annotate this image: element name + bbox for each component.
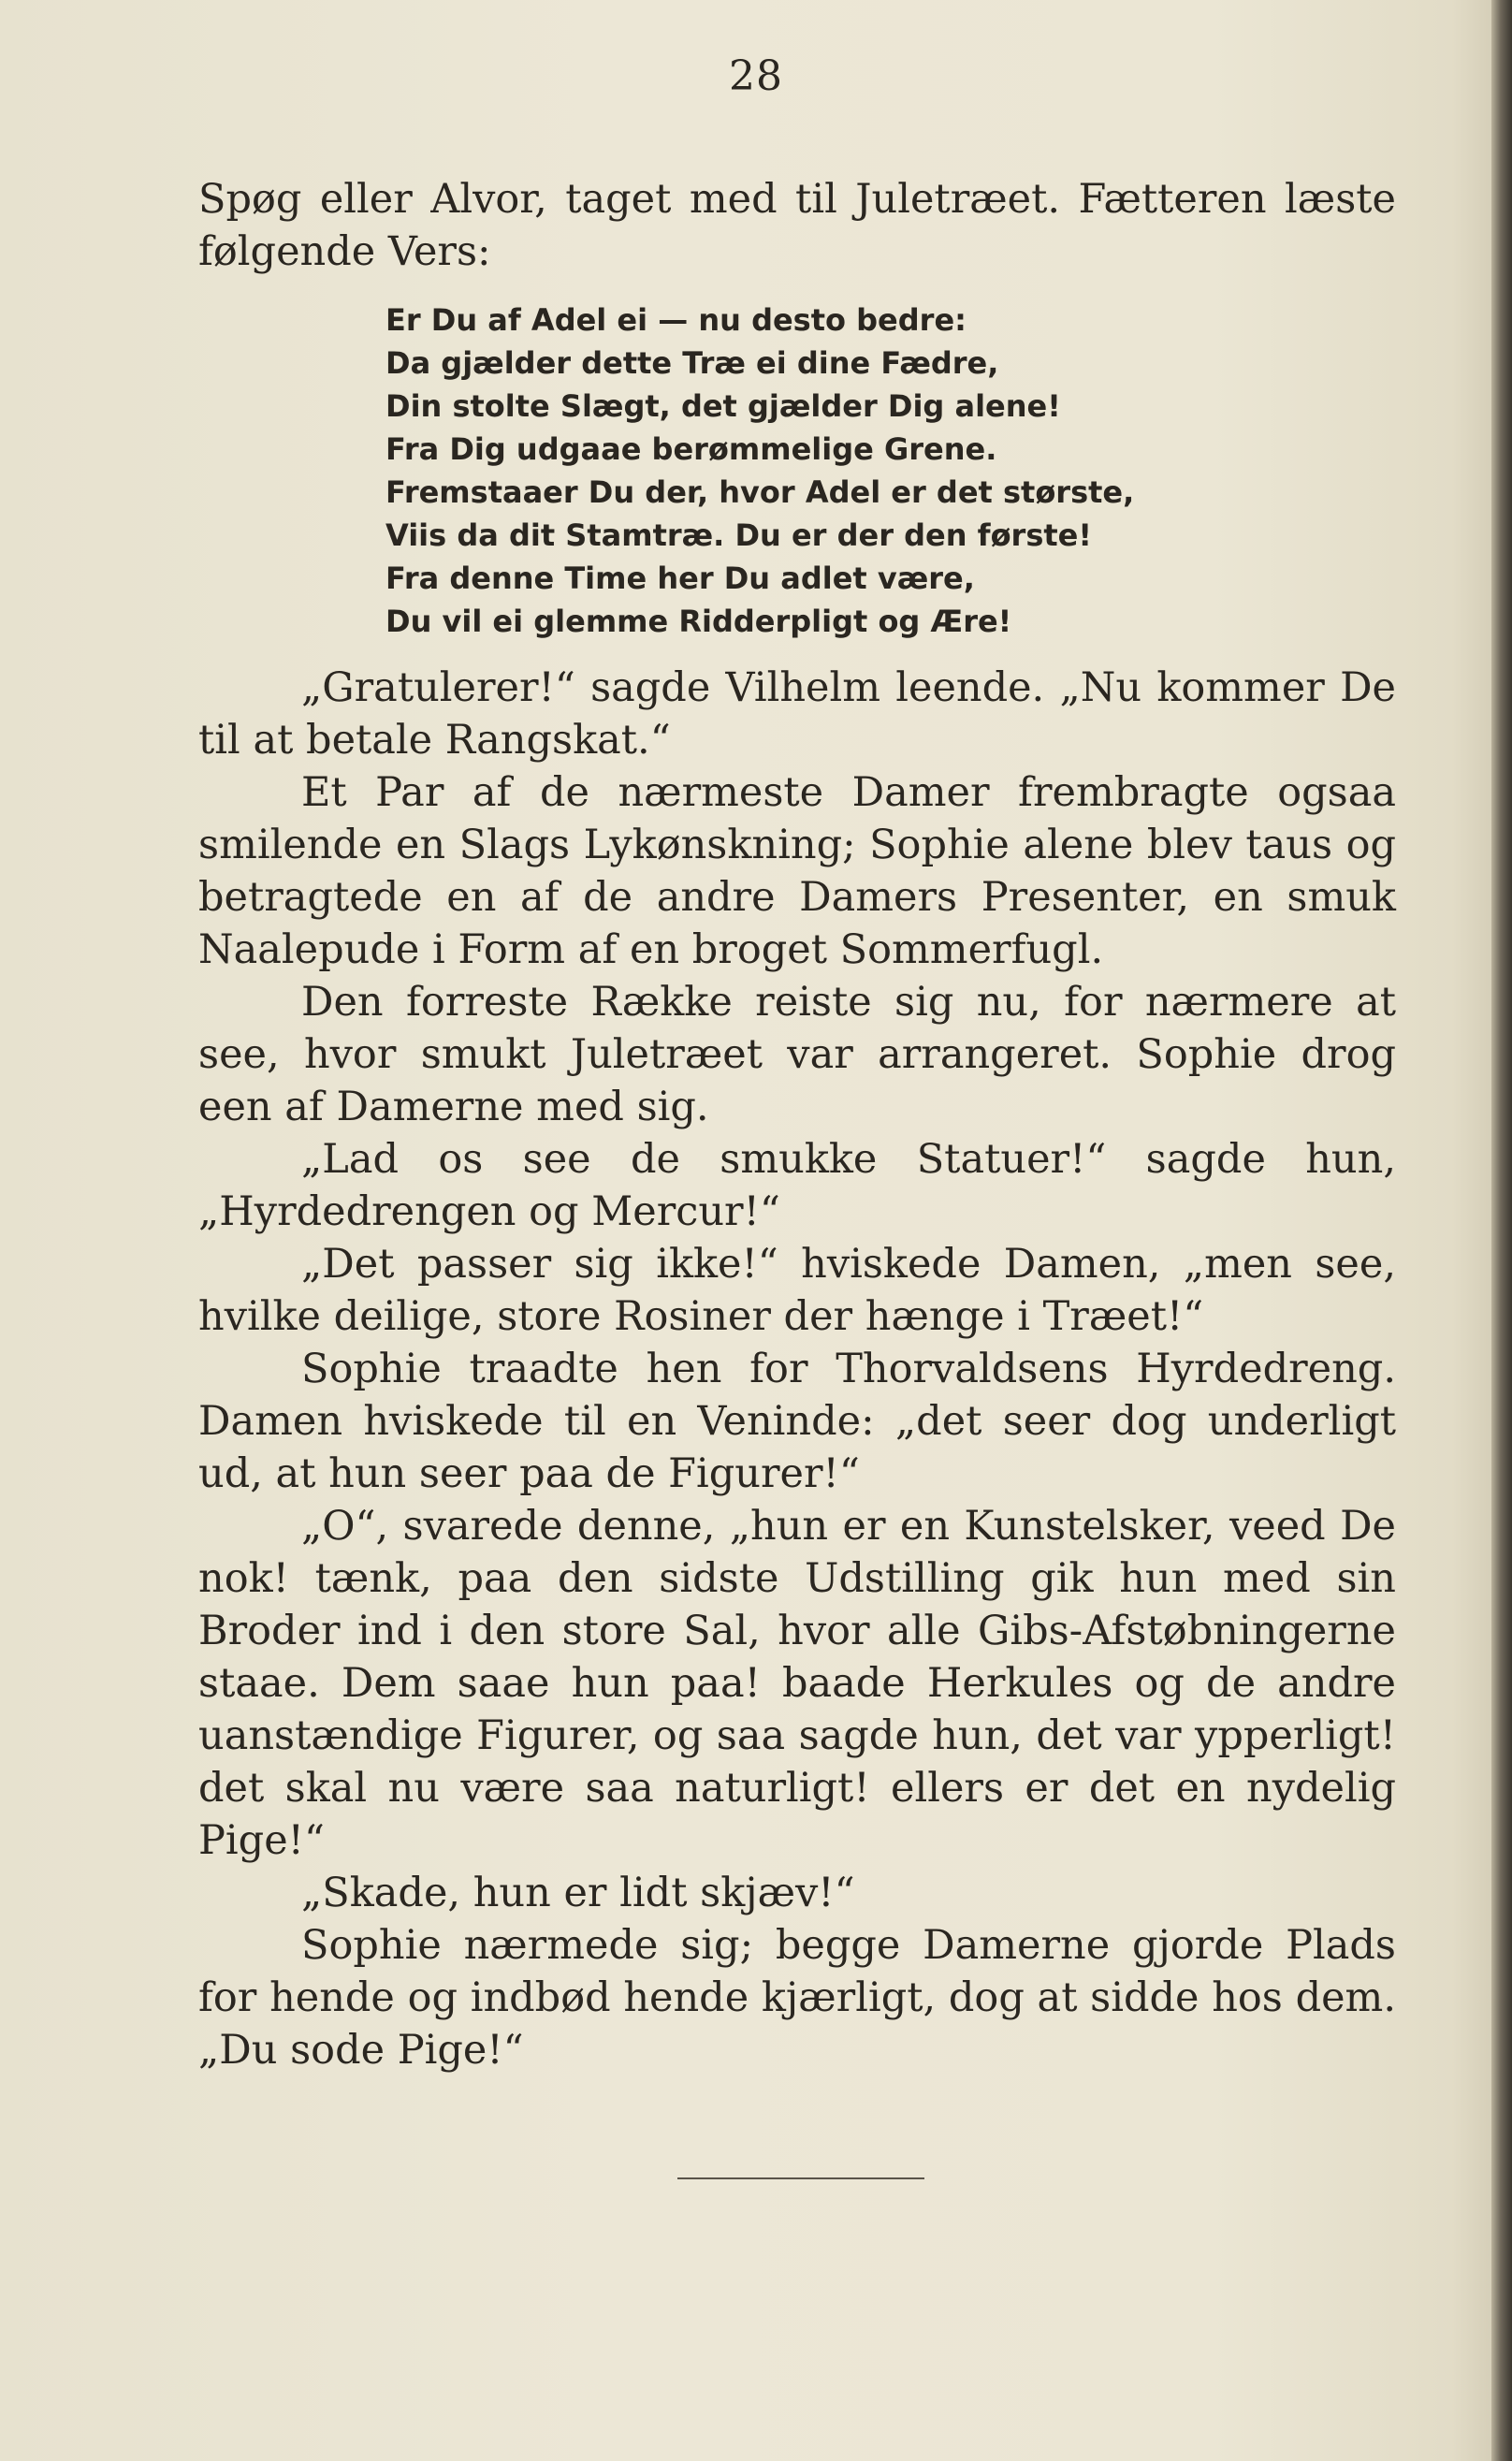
intro-paragraph: Spøg eller Alvor, taget med til Juletræet. Fætteren læste følgende Vers: [198,176,1396,275]
paragraph: Sophie traadte hen for Thorvaldsens Hyrdedreng. Damen hviskede til en Veninde: „det seer dog underligt ud, at hun seer paa de Figurer!“ [198,1346,1396,1497]
paragraph: Den forreste Række reiste sig nu, for nærmere at see, hvor smukt Juletræet var arrangeret. Sophie drog een af Damerne med sig. [198,979,1396,1130]
verse-line: Fremstaaer Du der, hvor Adel er det største, [385,474,1135,510]
section-end-rule [677,2177,924,2179]
paragraph: „Det passer sig ikke!“ hviskede Damen, „men see, hvilke deilige, store Rosiner der hænge i Træet!“ [198,1241,1396,1340]
page-binding-edge [1491,0,1512,2461]
verse-block [385,299,1396,643]
paragraph: „Lad os see de smukke Statuer!“ sagde hun, „Hyrdedrengen og Mercur!“ [198,1136,1396,1235]
paragraph: „Gratulerer!“ sagde Vilhelm leende. „Nu kommer De til at betale Rangskat.“ [198,664,1396,764]
verse-line: Da gjælder dette Træ ei dine Fædre, [385,345,999,381]
paragraph: Sophie nærmede sig; begge Damerne gjorde Plads for hende og indbød hende kjærligt, dog at sidde hos dem. „Du sode Pige!“ [198,1922,1396,2074]
page-number: 28 [729,52,783,100]
verse-line: Din stolte Slægt, det gjælder Dig alene! [385,388,1061,424]
verse-line: Viis da dit Stamtræ. Du er der den første! [385,517,1092,553]
verse-line: Fra denne Time her Du adlet være, [385,561,975,596]
paragraph: „Skade, hun er lidt skjæv!“ [301,1870,855,1916]
paragraph: „O“, svarede denne, „hun er en Kunstelsker, veed De nok! tænk, paa den sidste Udstilling gik hun med sin Broder ind i den store Sal, hvor alle Gibs-Afstøbningerne staae. Dem saae hun paa! baade Herkules og de andre uanstændige Figurer, og saa sagde hun, det var ypperligt! det skal nu være saa naturligt! ellers er det en nydelig Pige!“ [198,1503,1396,1864]
verse-line: Du vil ei glemme Ridderpligt og Ære! [385,604,1012,639]
paragraph: Et Par af de nærmeste Damer frembragte ogsaa smilende en Slags Lykønskning; Sophie alene blev taus og betragtede en af de andre Damers Presenter, en smuk Naalepude i Form af en broget Sommerfugl. [198,769,1396,973]
verse-line: Fra Dig udgaae berømmelige Grene. [385,431,997,467]
verse-line: Er Du af Adel ei — nu desto bedre: [385,302,967,338]
body-text [198,173,1396,2076]
